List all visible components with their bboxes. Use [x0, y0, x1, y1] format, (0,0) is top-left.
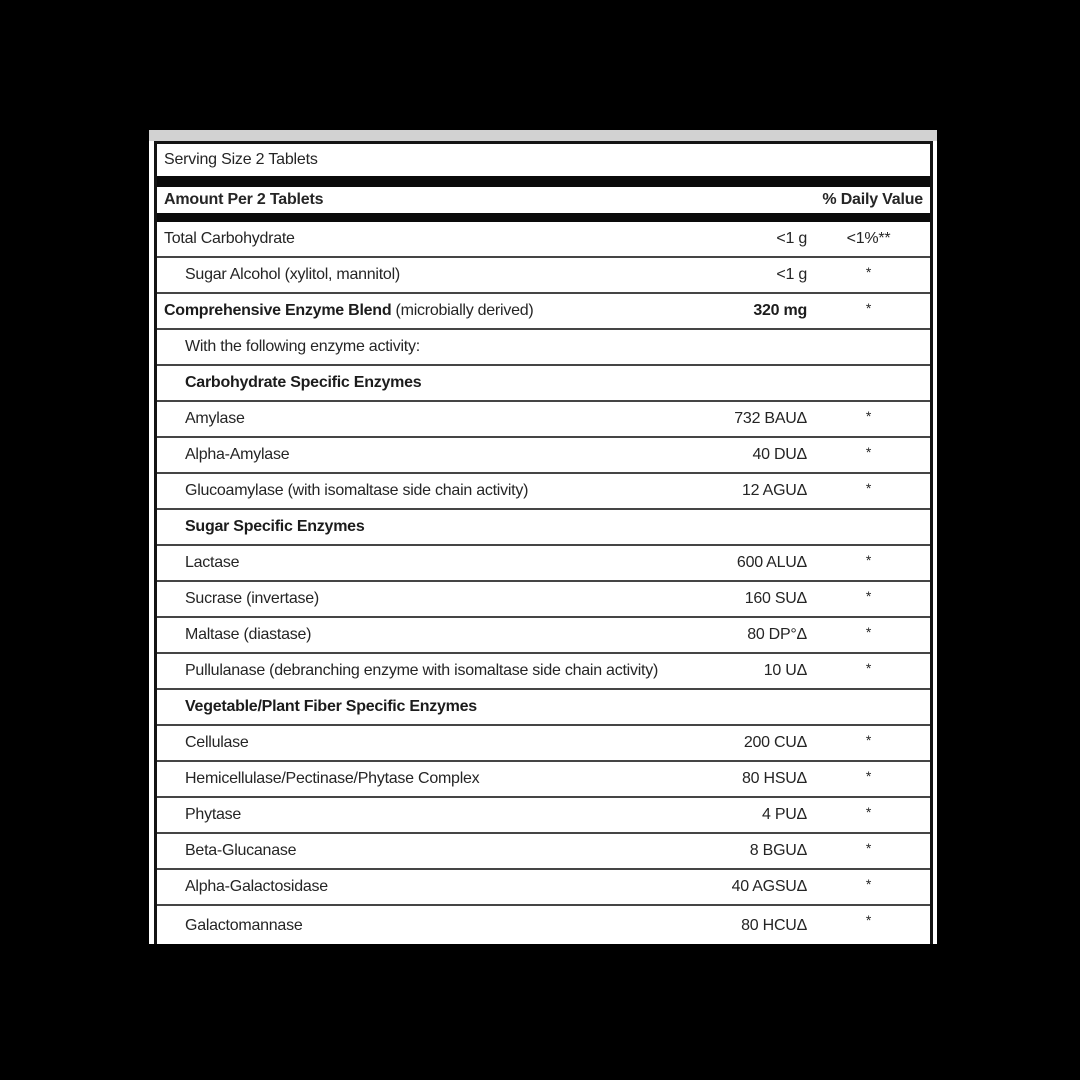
- row-amount: 80 HSUΔ: [742, 770, 807, 787]
- row-amount: 160 SUΔ: [744, 590, 807, 607]
- table-row-enzyme: [157, 402, 930, 438]
- facts-panel: [154, 141, 933, 944]
- supplement-facts-label: [149, 130, 937, 944]
- table-row-nutrient: [157, 222, 930, 258]
- table-row-enzyme: [157, 906, 930, 944]
- ingredient-rows: [157, 222, 930, 944]
- table-row-enzyme: [157, 654, 930, 690]
- row-name: Galactomannase: [185, 917, 303, 934]
- row-daily-value: *: [865, 732, 872, 748]
- row-amount: 200 CUΔ: [743, 734, 807, 751]
- table-row-nutrient: [157, 258, 930, 294]
- table-row-enzyme: [157, 582, 930, 618]
- row-daily-value: *: [865, 876, 872, 892]
- row-name: Cellulase: [185, 734, 249, 751]
- row-name: Alpha-Galactosidase: [185, 878, 328, 895]
- row-daily-value: *: [865, 300, 872, 316]
- table-row-enzyme: [157, 762, 930, 798]
- table-row-enzyme: [157, 798, 930, 834]
- row-amount: 12 AGUΔ: [742, 482, 807, 499]
- row-name: Amylase: [185, 410, 245, 427]
- row-daily-value: *: [865, 840, 872, 856]
- table-row-section: [157, 510, 930, 546]
- row-amount: 320 mg: [753, 302, 807, 319]
- table-row-section: [157, 690, 930, 726]
- row-amount: <1 g: [776, 230, 807, 247]
- row-name: Sugar Alcohol (xylitol, mannitol): [185, 266, 400, 283]
- row-daily-value: *: [865, 480, 872, 496]
- row-daily-value: *: [865, 768, 872, 784]
- table-row-note: [157, 330, 930, 366]
- row-daily-value: *: [865, 552, 872, 568]
- row-name: Lactase: [185, 554, 240, 571]
- serving-size-row: [157, 144, 930, 176]
- table-row-enzyme: [157, 726, 930, 762]
- table-row-enzyme: [157, 870, 930, 906]
- label-top-strip: [149, 130, 937, 141]
- table-row-enzyme: [157, 546, 930, 582]
- row-name: Alpha-Amylase: [185, 446, 290, 463]
- table-row-section: [157, 366, 930, 402]
- row-amount: 80 HCUΔ: [741, 917, 807, 934]
- row-daily-value: <1%**: [846, 230, 891, 247]
- row-daily-value: *: [865, 912, 872, 928]
- table-row-enzyme: [157, 474, 930, 510]
- row-name: Pullulanase (debranching enzyme with isomaltase side chain activity): [185, 662, 659, 679]
- table-row-enzyme: [157, 438, 930, 474]
- row-daily-value: *: [865, 408, 872, 424]
- row-amount: 10 UΔ: [763, 662, 807, 679]
- row-amount: 8 BGUΔ: [749, 842, 807, 859]
- row-daily-value: *: [865, 624, 872, 640]
- row-amount: <1 g: [776, 266, 807, 283]
- amount-column-header: Amount Per 2 Tablets: [164, 191, 324, 208]
- serving-size-text: Serving Size 2 Tablets: [164, 151, 318, 168]
- row-name: Beta-Glucanase: [185, 842, 297, 859]
- row-name: Carbohydrate Specific Enzymes: [185, 374, 422, 391]
- divider-bar-medium: [157, 213, 930, 222]
- row-name: Maltase (diastase): [185, 626, 312, 643]
- row-name: With the following enzyme activity:: [185, 338, 420, 355]
- table-row-blend: [157, 294, 930, 330]
- row-name: Phytase: [185, 806, 242, 823]
- row-amount: 600 ALUΔ: [736, 554, 807, 571]
- row-amount: 4 PUΔ: [761, 806, 807, 823]
- row-daily-value: *: [865, 804, 872, 820]
- row-name: Total Carbohydrate: [164, 230, 295, 247]
- row-amount: 80 DP°Δ: [747, 626, 807, 643]
- column-header-row: [157, 187, 930, 213]
- row-name: Vegetable/Plant Fiber Specific Enzymes: [185, 698, 477, 715]
- row-amount: 40 DUΔ: [752, 446, 807, 463]
- row-daily-value: *: [865, 264, 872, 280]
- row-name: Sucrase (invertase): [185, 590, 319, 607]
- table-row-enzyme: [157, 834, 930, 870]
- row-name: Hemicellulase/Pectinase/Phytase Complex: [185, 770, 480, 787]
- table-row-enzyme: [157, 618, 930, 654]
- row-amount: 40 AGSUΔ: [731, 878, 807, 895]
- row-daily-value: *: [865, 588, 872, 604]
- row-daily-value: *: [865, 660, 872, 676]
- row-name: Sugar Specific Enzymes: [185, 518, 365, 535]
- row-name: Comprehensive Enzyme Blend (microbially derived): [164, 302, 534, 319]
- row-name: Glucoamylase (with isomaltase side chain activity): [185, 482, 529, 499]
- row-amount: 732 BAUΔ: [734, 410, 807, 427]
- daily-value-column-header: % Daily Value: [822, 191, 923, 208]
- divider-bar-thick: [157, 176, 930, 187]
- row-daily-value: *: [865, 444, 872, 460]
